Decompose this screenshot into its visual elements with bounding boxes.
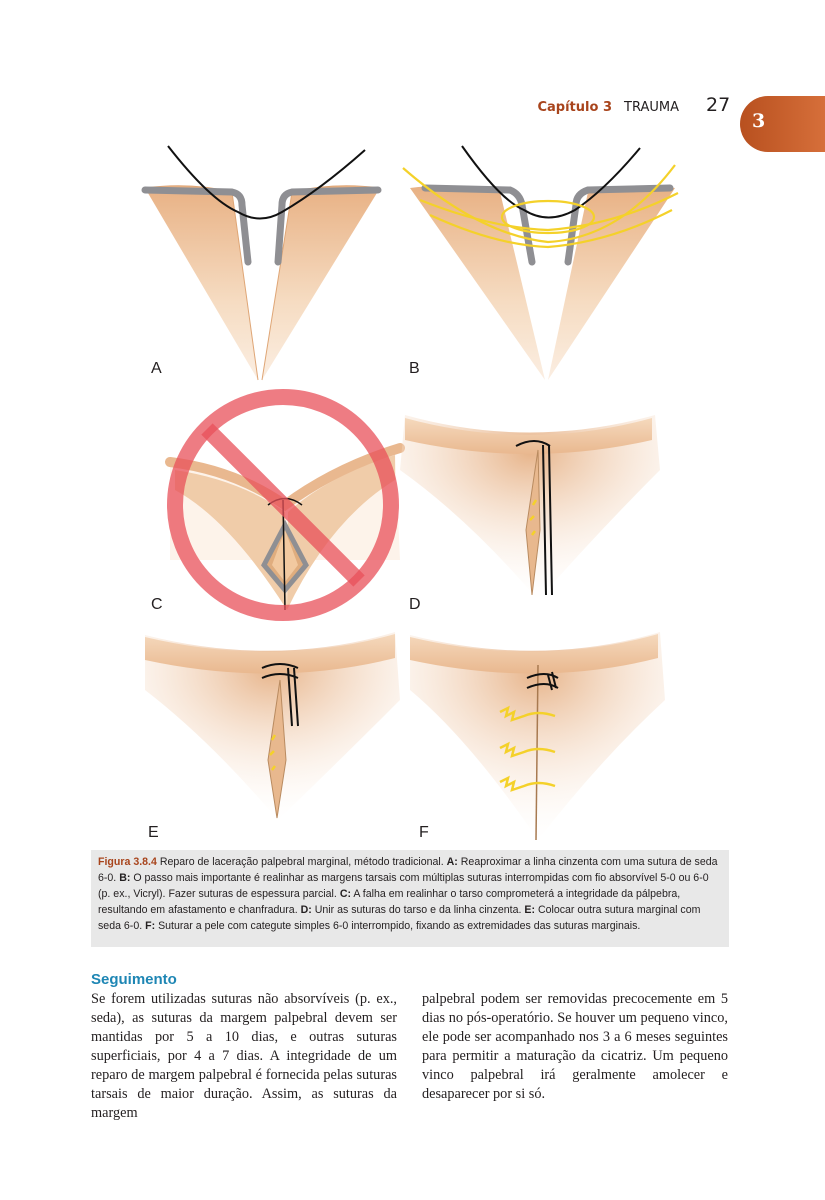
panel-f-drawing bbox=[410, 632, 665, 840]
page-number: 27 bbox=[706, 94, 731, 116]
caption-a-label: A: bbox=[446, 856, 458, 868]
caption-intro: Reparo de laceração palpebral marginal, método tradicional. bbox=[159, 856, 444, 868]
panel-a-drawing bbox=[145, 146, 380, 380]
body-column-right: palpebral podem ser removidas precocemente em 5 dias no pós-operatório. Se houver um pequeno vinco, ele pode ser acompanhado nos 3 a 6 meses seguintes para permitir a maturação da cicatriz. Um pequeno vinco palpebral irá geralmente amolecer e desaparecer por si só. bbox=[422, 991, 728, 1102]
panel-e-drawing bbox=[145, 632, 400, 820]
panel-c-drawing bbox=[170, 397, 400, 613]
chapter-tab-number: 3 bbox=[752, 110, 766, 132]
panel-b-drawing bbox=[403, 146, 678, 380]
caption-c-text: A falha em realinhar o tarso comprometerá a integridade da pálpebra, resultando em afastamento e chanfradura. bbox=[98, 888, 681, 916]
panel-label-a: A bbox=[151, 360, 162, 377]
caption-e-label: E: bbox=[524, 904, 535, 916]
caption-c-label: C: bbox=[339, 888, 351, 900]
chapter-label: Capítulo 3 bbox=[537, 100, 612, 115]
section-title: TRAUMA bbox=[624, 100, 679, 115]
caption-b-text: O passo mais importante é realinhar as margens tarsais com múltiplas suturas interrompidas com fio absorvível 5-0 ou 6-0 (p. ex., Vicryl). Fazer suturas de espessura parcial. bbox=[98, 872, 709, 900]
body-column-left: Se forem utilizadas suturas não absorvíveis (p. ex., seda), as suturas da margem palpebral devem ser mantidas por 5 a 10 dias, e outras suturas superficiais, por 4 a 7 dias. A integridade de um reparo de margem palpebral é fornecida pelas suturas tarsais de maior duração. Assim, as suturas da margem bbox=[91, 991, 397, 1121]
section-heading: Seguimento bbox=[91, 971, 177, 988]
caption-b-label: B: bbox=[119, 872, 131, 884]
caption-f-text: Suturar a pele com categute simples 6-0 interrompido, fixando as extremidades das suturas marginais. bbox=[158, 920, 641, 932]
panel-label-e: E bbox=[148, 824, 159, 841]
caption-title: Figura 3.8.4 bbox=[98, 856, 157, 868]
caption-d-text: Unir as suturas do tarso e da linha cinzenta. bbox=[314, 904, 522, 916]
panel-label-d: D bbox=[409, 596, 421, 613]
caption-e-text: Colocar outra sutura marginal com seda 6-0. bbox=[98, 904, 701, 932]
caption-f-label: F: bbox=[145, 920, 156, 932]
caption-d-label: D: bbox=[300, 904, 312, 916]
caption-a-text: Reaproximar a linha cinzenta com uma sutura de seda 6-0. bbox=[98, 856, 718, 884]
panel-d-drawing bbox=[400, 415, 660, 600]
panel-label-b: B bbox=[409, 360, 420, 377]
figure-caption bbox=[91, 850, 729, 947]
panel-label-c: C bbox=[151, 596, 163, 613]
panel-label-f: F bbox=[419, 824, 429, 841]
